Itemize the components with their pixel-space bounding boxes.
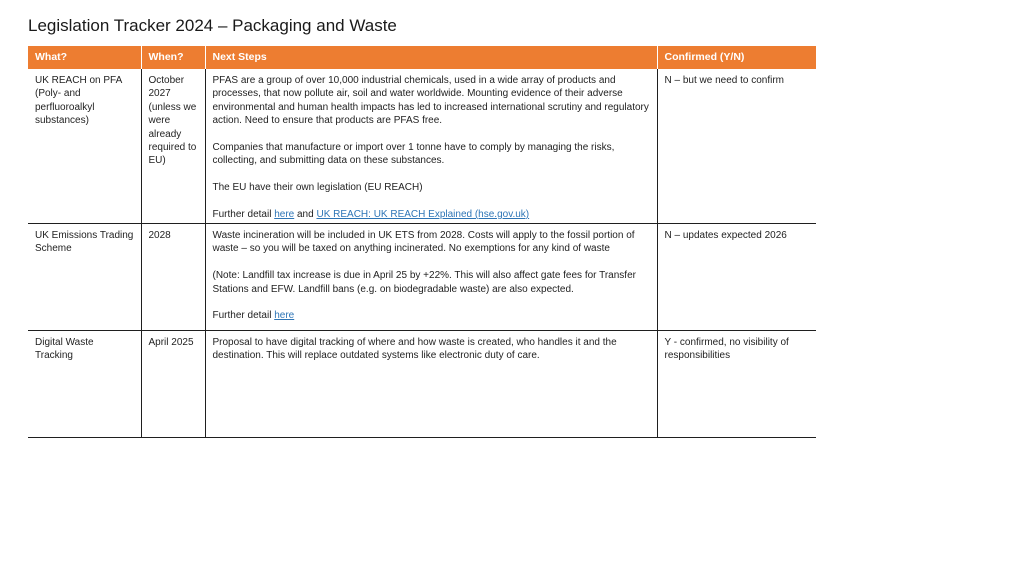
table-row: [28, 69, 816, 224]
cell-confirmed: Y - confirmed, no visibility of responsibilities: [657, 331, 816, 438]
here-link[interactable]: here: [274, 209, 295, 221]
further-detail-line: [213, 309, 650, 322]
header-what: What?: [28, 46, 141, 69]
table-row: [28, 224, 816, 331]
next-steps-paragraph: PFAS are a group of over 10,000 industrial chemicals, used in a wide array of products and processes, that now pollute air, soil and water worldwide. Mounting evidence of their adverse environmental and human health impacts has led to increased international scrutiny and regulatory action. Need to ensure that products are PFAS free.: [212, 75, 649, 127]
next-steps-paragraph: The EU have their own legislation (EU REACH): [212, 182, 423, 194]
header-when: When?: [141, 46, 205, 69]
table-row: [28, 331, 816, 438]
cell-when: 2028: [141, 224, 205, 331]
further-detail-prefix: Further detail: [212, 209, 275, 221]
and-text: and: [294, 209, 317, 221]
further-detail-prefix: Further detail: [212, 310, 275, 322]
next-steps-paragraph: (Note: Landfill tax increase is due in April 25 by +22%. This will also affect gate fees for Transfer Stations and EFW. Landfill bans (e.g. on biodegradable waste) are also expected.: [212, 270, 636, 295]
cell-confirmed: N – updates expected 2026: [657, 224, 816, 331]
cell-confirmed: N – but we need to confirm: [657, 69, 816, 224]
cell-what: UK REACH on PFA (Poly- and perfluoroalkyl substances): [28, 69, 141, 224]
cell-what: Digital Waste Tracking: [28, 331, 141, 438]
uk-reach-explained-link[interactable]: UK REACH: UK REACH Explained (hse.gov.uk): [316, 209, 530, 221]
header-confirmed: Confirmed (Y/N): [657, 46, 816, 69]
next-steps-paragraph: Proposal to have digital tracking of where and how waste is created, who handles it and the destination. This will replace outdated systems like electronic duty of care.: [212, 337, 617, 362]
next-steps-paragraph: Companies that manufacture or import over 1 tonne have to comply by managing the risks, collecting, and submitting data on these substances.: [212, 142, 615, 167]
cell-next-steps: [205, 224, 657, 331]
further-detail-line: [213, 208, 650, 221]
legislation-table: [28, 46, 816, 438]
cell-when: October 2027 (unless we were already required to EU): [141, 69, 205, 224]
page-title: Legislation Tracker 2024 – Packaging and Waste: [28, 16, 397, 35]
cell-when: April 2025: [141, 331, 205, 438]
next-steps-paragraph: Waste incineration will be included in UK ETS from 2028. Costs will apply to the fossil portion of waste – so you will be taxed on anything incinerated. No exemptions for any kind of waste: [212, 230, 635, 255]
here-link[interactable]: here: [274, 310, 295, 322]
table-header-row: [28, 46, 816, 69]
header-next-steps: Next Steps: [205, 46, 657, 69]
cell-next-steps: [205, 69, 657, 224]
cell-next-steps: [205, 331, 657, 438]
cell-what: UK Emissions Trading Scheme: [28, 224, 141, 331]
